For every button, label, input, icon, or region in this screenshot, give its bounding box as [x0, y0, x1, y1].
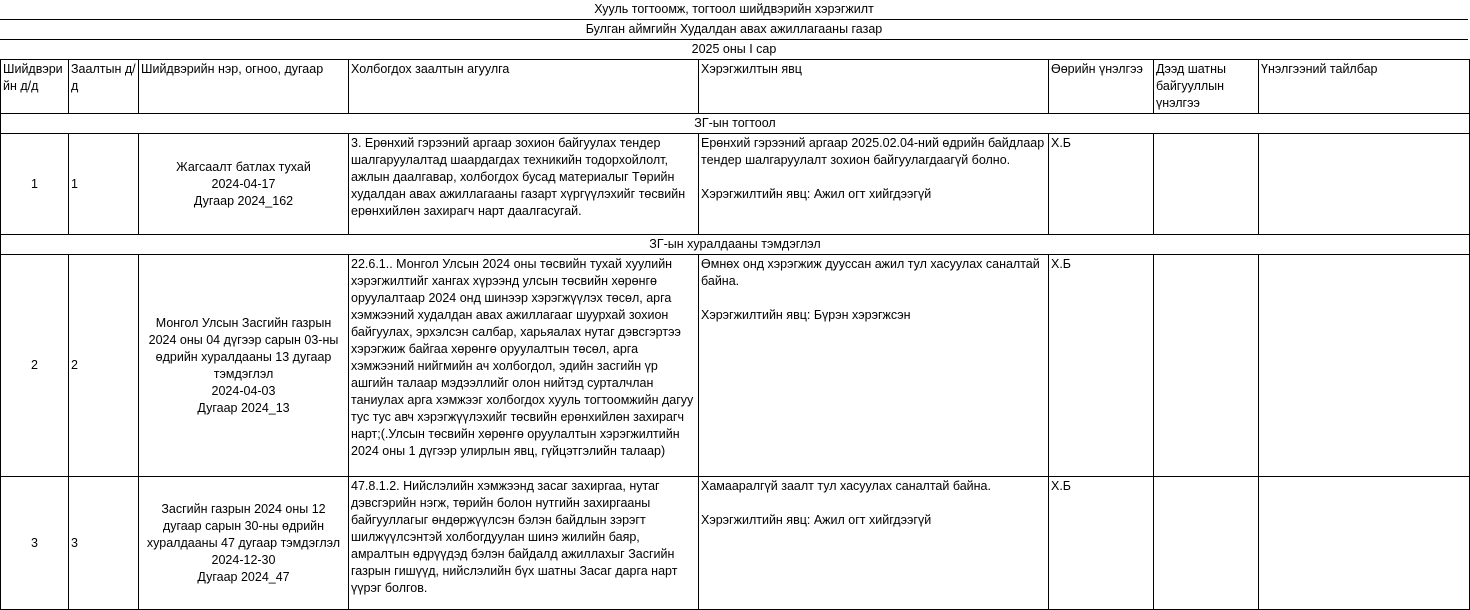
decision-no-cell: 3: [1, 477, 69, 610]
section-row: [1, 235, 1470, 255]
decision-name-cell: Монгол Улсын Засгийн газрын 2024 оны 04 дүгээр сарын 03-ны өдрийн хуралдааны 13 дугаар тэмдэглэл 2024-04-03 Дугаар 2024_13: [139, 255, 349, 477]
table-header-row: [1, 60, 1470, 114]
self-assessment-cell: Х.Б: [1049, 477, 1154, 610]
progress-cell: Өмнөх онд хэрэгжиж дууссан ажил тул хасуулах саналтай байна. Хэрэгжилтийн явц: Бүрэн хэрэгжсэн: [699, 255, 1049, 477]
column-header-clause-no: Заалтын д/д: [69, 60, 139, 114]
decision-name-cell: Жагсаалт батлах тухай 2024-04-17 Дугаар 2024_162: [139, 134, 349, 235]
column-header-progress: Хэрэгжилтын явц: [699, 60, 1049, 114]
self-assessment-cell: Х.Б: [1049, 134, 1154, 235]
column-header-decision-no: Шийдвэрийн д/д: [1, 60, 69, 114]
table-row: [1, 477, 1470, 610]
column-header-clause-content: Холбогдох заалтын агуулга: [349, 60, 699, 114]
report-period: 2025 оны I сар: [691, 42, 777, 56]
table-row: [1, 255, 1470, 477]
organization-name: Булган аймгийн Худалдан авах ажиллагааны газар: [0, 20, 1468, 40]
column-header-self-assessment: Өөрийн үнэлгээ: [1049, 60, 1154, 114]
decision-no-cell: 2: [1, 255, 69, 477]
clause-no-cell: 1: [69, 134, 139, 235]
assessment-note-cell: [1259, 255, 1470, 477]
implementation-table: [0, 59, 1470, 610]
section-row: [1, 114, 1470, 134]
clause-no-cell: 3: [69, 477, 139, 610]
section-title: ЗГ-ын хуралдааны тэмдэглэл: [1, 235, 1470, 255]
table-row: [1, 134, 1470, 235]
clause-content-cell: 22.6.1.. Монгол Улсын 2024 оны төсвийн тухай хуулийн хэрэгжилтийг хангах хүрээнд улсын төсвийн хөрөнгө оруулалтаар 2024 онд шинээр хэрэгжүүлэх төсөл, арга хэмжээний худалдан авах ажиллагааг шуурхай зохион байгуулах, эрхэлсэн салбар, харьяалах нутаг дэвсгэртээ хэрэгжиж байгаа хөрөнгө оруулалтын төсөл, арга хэмжээний нийгмийн ач холбогдол, эдийн засгийн үр ашгийн талаар мэдээллийг олон нийтэд сурталчлан таниулах арга хэмжээг холбогдох хууль тогтоомжийн дагуу тус тус авч хэрэгжүүлэхийг төсвийн ерөнхийлөн захирагч нарт;(.Улсын төсвийн хөрөнгө оруулалтын хэрэгжилтийн 2024 оны 1 дүгээр улирлын явц, гүйцэтгэлийн талаар): [349, 255, 699, 477]
clause-content-cell: 47.8.1.2. Нийслэлийн хэмжээнд засаг захиргаа, нутаг дэвсгэрийн нэгж, төрийн болон нутгийн захиргааны байгууллагыг өндөржүүлсэн бэлэн байдлын зэрэгт шилжүүлсэнтэй холбогдуулан шинэ жилийн баяр, амралтын өдрүүдэд бэлэн байдалд ажиллахыг Засгийн газрын гишүүд, нийслэлийн бүх шатны Засаг дарга нарт үүрэг болгов.: [349, 477, 699, 610]
self-assessment-cell: Х.Б: [1049, 255, 1154, 477]
progress-cell: Хамааралгүй заалт тул хасуулах саналтай байна. Хэрэгжилтийн явц: Ажил огт хийгдээгүй: [699, 477, 1049, 610]
progress-cell: Ерөнхий гэрээний аргаар 2025.02.04-ний өдрийн байдлаар тендер шалгаруулалт зохион байгуулагдаагүй болно. Хэрэгжилтийн явц: Ажил огт хийгдээгүй: [699, 134, 1049, 235]
higher-assessment-cell: [1154, 255, 1259, 477]
clause-content-cell: 3. Ерөнхий гэрээний аргаар зохион байгуулах тендер шалгаруулалтад шаардагдах техникийн тодорхойлолт, ажлын даалгавар, холбогдох бусад материалыг Төрийн худалдан авах ажиллагааны газарт хүргүүлэхийг төсвийн ерөнхийлөн захирагч нарт даалгасугай.: [349, 134, 699, 235]
report-title: Хууль тогтоомж, тогтоол шийдвэрийн хэрэгжилт: [0, 0, 1468, 20]
column-header-decision-name: Шийдвэрийн нэр, огноо, дугаар: [139, 60, 349, 114]
column-header-assessment-note: Үнэлгээний тайлбар: [1259, 60, 1470, 114]
assessment-note-cell: [1259, 477, 1470, 610]
clause-no-cell: 2: [69, 255, 139, 477]
decision-name-cell: Засгийн газрын 2024 оны 12 дугаар сарын 30-ны өдрийн хуралдааны 47 дугаар тэмдэглэл 2024-12-30 Дугаар 2024_47: [139, 477, 349, 610]
column-header-higher-assessment: Дээд шатны байгууллын үнэлгээ: [1154, 60, 1259, 114]
higher-assessment-cell: [1154, 134, 1259, 235]
assessment-note-cell: [1259, 134, 1470, 235]
decision-no-cell: 1: [1, 134, 69, 235]
higher-assessment-cell: [1154, 477, 1259, 610]
section-title: ЗГ-ын тогтоол: [1, 114, 1470, 134]
